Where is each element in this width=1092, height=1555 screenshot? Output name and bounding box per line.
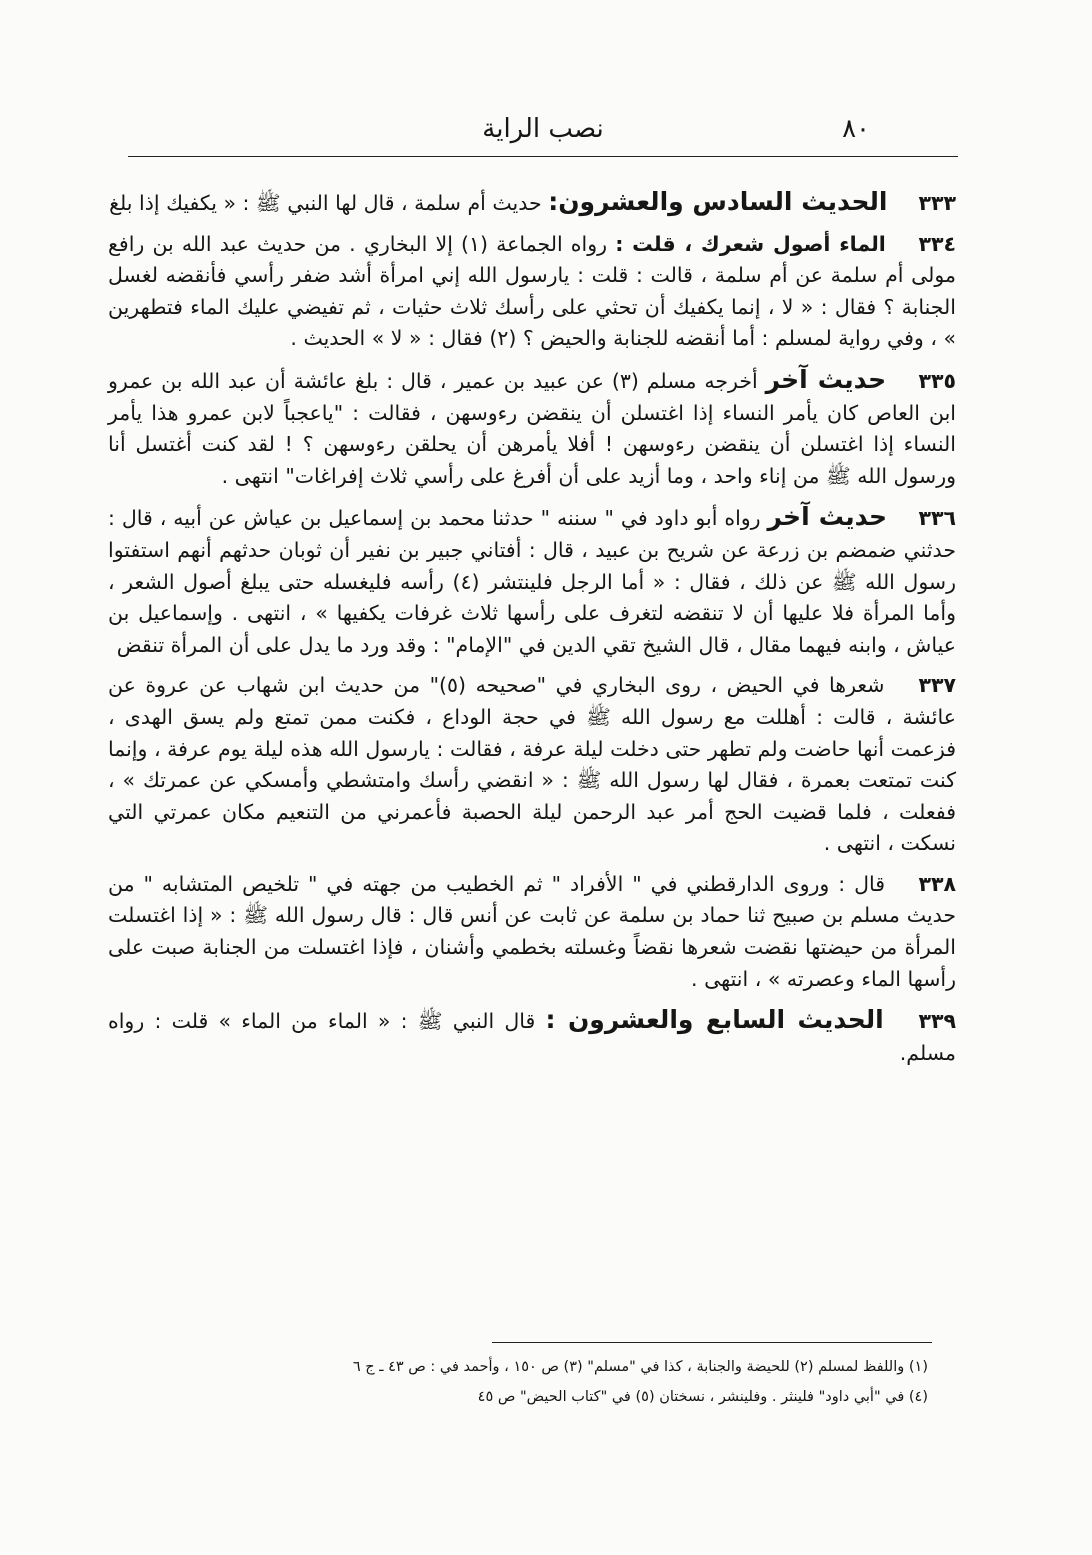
entry-text: رواه الجماعة (١) إلا البخاري . من حديث عبد الله بن رافع مولى أم سلمة عن أم سلمة ، قالت : قلت : يارسول الله إني امرأة أشد ضفر رأسي فأنقضه لغسل الجنابة ؟ فقال : « لا ، إنما يكفيك أن تحثي على رأسك ثلاث حثيات ، ثم تفيضي عليك الماء فتطهرين » ، وفي رواية لمسلم : أما أنقضه للجنابة والحيض ؟ (٢) فقال : « لا » الحديث .	[108, 231, 956, 351]
entry-text: شعرها في الحيض ، روى البخاري في "صحيحه (٥)" من حديث ابن شهاب عن عروة عن عائشة ، قالت : أهللت مع رسول الله ﷺ في حجة الوداع ، فكنت ممن تمتع ولم يسق الهدى ، فزعمت أنها حاضت ولم تطهر حتى دخلت ليلة عرفة ، فقالت : يارسول الله هذه ليلة يوم عرفة ، وإنما كنت تمتعت بعمرة ، فقال لها رسول الله ﷺ : « انقضي رأسك وامتشطي وأمسكي عن عمرتك » ، ففعلت ، فلما قضيت الحج أمر عبد الرحمن ليلة الحصبة فأعمرني من التنعيم مكان عمرتي التي نسكت ، انتهى .	[108, 673, 956, 856]
entry-number: ٣٣٥	[918, 368, 956, 393]
entry-keyword: الماء أصول شعرك ، قلت :	[615, 231, 886, 256]
entry-text: قال : وروى الدارقطني في " الأفراد " ثم الخطيب من جهته في " تلخيص المتشابه " من حديث مسلم بن صبيح ثنا حماد بن سلمة عن ثابت عن أنس قال : قال رسول الله ﷺ : « إذا اغتسلت المرأة من حيضتها نقضت شعرها نقضاً وغسلته بخطمي وأشنان ، فإذا اغتسلت من الجنابة صبت على رأسها الماء وعصرته » ، انتهى .	[108, 871, 956, 991]
entry-number: ٣٣٣	[918, 191, 956, 215]
hadith-entry-335	[108, 364, 956, 492]
entry-text: حديث أم سلمة ، قال لها النبي ﷺ : « يكفيك إذا بلغ	[109, 191, 542, 215]
section-heading: الحديث السادس والعشرون:	[548, 187, 888, 216]
hadith-entry-333	[108, 186, 956, 220]
hadith-entry-339	[108, 1004, 956, 1069]
footnote-divider	[492, 1342, 932, 1343]
footnotes	[108, 1352, 928, 1412]
entry-number: ٣٣٤	[918, 231, 956, 256]
hadith-entry-334	[108, 229, 956, 355]
entry-text: قال النبي ﷺ : « الماء من الماء » قلت : رواه مسلم.	[108, 1009, 956, 1065]
page-body	[108, 186, 956, 1078]
footnote-line: (٤) في "أبي داود" فلينثر . وفلينشر ، نسختان (٥) في "كتاب الحيض" ص ٤٥	[477, 1389, 928, 1405]
footnote-line: (١) واللفظ لمسلم (٢) للحيضة والجنابة ، كذا في "مسلم" (٣) ص ١٥٠ ، وأحمد في : ص ٤٣ ـ ج ٦	[352, 1359, 928, 1375]
entry-heading: حديث آخر	[765, 364, 887, 394]
entry-number: ٣٣٩	[918, 1009, 956, 1034]
entry-number: ٣٣٧	[918, 673, 956, 698]
hadith-entry-338	[108, 869, 956, 995]
running-title: نصب الراية	[482, 114, 604, 144]
entry-number: ٣٣٨	[918, 871, 956, 896]
entry-text: أخرجه مسلم (٣) عن عبيد بن عمير ، قال : بلغ عائشة أن عبد الله بن عمرو ابن العاص كان يأمر النساء إذا اغتسلن أن ينقضن رءوسهن ، فقالت : "ياعجباً لابن عمرو هذا يأمر النساء إذا اغتسلن أن ينقضن رءوسهن ! أفلا يأمرهن أن يحلقن رءوسهن ؟ ! لقد كنت أغتسل أنا ورسول الله ﷺ من إناء واحد ، وما أزيد على أن أفرغ على رأسي ثلاث إفراغات" انتهى .	[108, 368, 956, 488]
section-heading: الحديث السابع والعشرون :	[545, 1005, 884, 1035]
page-number: ٨٠	[842, 114, 870, 144]
entry-text: رواه أبو داود في " سننه " حدثنا محمد بن إسماعيل بن عياش عن أبيه ، قال : حدثني ضمضم بن زرعة عن شريح بن عبيد ، قال : أفتاني جبير بن نفير أن ثوبان حدثهم أنهم استفتوا رسول الله ﷺ عن ذلك ، فقال : « أما الرجل فلينتشر (٤) رأسه فليغسله حتى يبلغ أصول الشعر ، وأما المرأة فلا عليها أن لا تنقضه لتغرف على رأسها ثلاث غرفات يكفيها » ، انتهى . وإسماعيل بن عياش ، وابنه فيهما مقال ، قال الشيخ تقي الدين في "الإمام" : وقد ورد ما يدل على أن المرأة تنقض	[108, 506, 956, 657]
entry-number: ٣٣٦	[918, 506, 956, 531]
hadith-entry-336	[108, 501, 956, 661]
hadith-entry-337	[108, 670, 956, 860]
page-header	[128, 112, 958, 157]
entry-heading: حديث آخر	[767, 502, 888, 532]
